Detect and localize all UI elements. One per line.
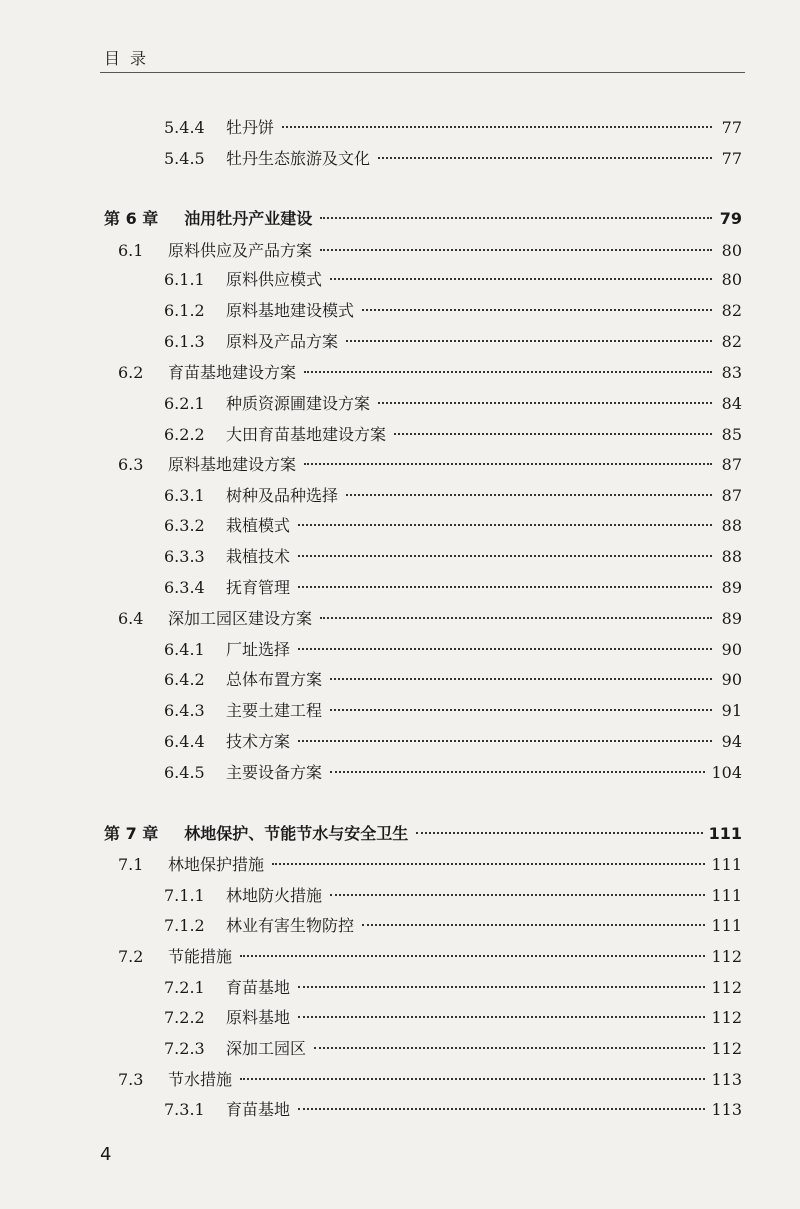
toc-entry-number: 6.4.2 [164, 670, 205, 689]
toc-section-entry [118, 945, 742, 969]
toc-entry-page: 89 [721, 578, 742, 597]
toc-entry-number: 6.1.3 [164, 332, 205, 351]
toc-subsection-entry [164, 484, 742, 508]
toc-entry-page: 79 [719, 209, 742, 228]
toc-chapter-entry [104, 207, 742, 231]
dot-leader [378, 157, 712, 159]
toc-entry-title: 育苗基地建设方案 [168, 363, 297, 382]
toc-entry-title: 林地保护措施 [168, 855, 265, 874]
toc-subsection-entry [164, 699, 742, 723]
toc-entry-number: 7.1.1 [164, 886, 205, 905]
toc-subsection-entry [164, 545, 742, 569]
dot-leader [378, 402, 712, 404]
toc-entry-page: 111 [708, 824, 742, 843]
toc-entry-title: 节水措施 [168, 1070, 233, 1089]
toc-subsection-entry [164, 330, 742, 354]
dot-leader [304, 371, 712, 373]
toc-entry-page: 80 [721, 241, 742, 260]
toc-subsection-entry [164, 392, 742, 416]
dot-leader [320, 617, 712, 619]
toc-entry-number: 6.3.2 [164, 516, 205, 535]
toc-entry-number: 7.2.3 [164, 1039, 205, 1058]
toc-entry-number: 6.2.1 [164, 394, 205, 413]
toc-entry-title: 原料及产品方案 [226, 332, 339, 351]
toc-entry-title: 深加工园区建设方案 [168, 609, 313, 628]
page-number: 4 [100, 1144, 112, 1165]
toc-entry-page: 80 [721, 270, 742, 289]
toc-entry-title: 育苗基地 [226, 1100, 291, 1119]
toc-entry-title: 厂址选择 [226, 640, 291, 659]
toc-entry-number: 6.3.3 [164, 547, 205, 566]
dot-leader [320, 217, 712, 219]
toc-subsection-entry [164, 1098, 742, 1122]
toc-entry-number: 7.2.1 [164, 978, 205, 997]
dot-leader [298, 555, 712, 557]
toc-subsection-entry [164, 914, 742, 938]
toc-entry-title: 深加工园区 [226, 1039, 307, 1058]
toc-entry-number: 6.4.1 [164, 640, 205, 659]
dot-leader [330, 278, 712, 280]
dot-leader [330, 771, 705, 773]
toc-entry-page: 112 [711, 947, 742, 966]
dot-leader [362, 924, 705, 926]
toc-entry-page: 89 [721, 609, 742, 628]
toc-entry-title: 节能措施 [168, 947, 233, 966]
toc-entry-page: 112 [711, 1008, 742, 1027]
toc-entry-number: 7.3.1 [164, 1100, 205, 1119]
toc-entry-number: 6.2.2 [164, 425, 205, 444]
dot-leader [416, 832, 702, 834]
dot-leader [314, 1047, 705, 1049]
header-rule [100, 72, 745, 73]
toc-section-entry [118, 607, 742, 631]
toc-entry-title: 树种及品种选择 [226, 486, 339, 505]
toc-entry-page: 83 [721, 363, 742, 382]
toc-entry-title: 原料基地建设方案 [168, 455, 297, 474]
dot-leader [362, 309, 712, 311]
toc-subsection-entry [164, 576, 742, 600]
toc-entry-title: 技术方案 [226, 732, 291, 751]
toc-entry-title: 栽植技术 [226, 547, 291, 566]
running-header: 目录 [104, 49, 157, 68]
toc-entry-page: 88 [721, 547, 742, 566]
toc-entry-number: 6.3.4 [164, 578, 205, 597]
toc-entry-title: 原料供应模式 [226, 270, 323, 289]
dot-leader [394, 433, 712, 435]
toc-subsection-entry [164, 423, 742, 447]
toc-subsection-entry [164, 116, 742, 140]
toc-entry-number: 5.4.4 [164, 118, 205, 137]
toc-chapter-entry [104, 822, 742, 846]
dot-leader [330, 894, 705, 896]
toc-entry-title: 种质资源圃建设方案 [226, 394, 371, 413]
dot-leader [272, 863, 705, 865]
toc-entry-number: 6.1.1 [164, 270, 205, 289]
toc-subsection-entry [164, 147, 742, 171]
toc-entry-title: 林地防火措施 [226, 886, 323, 905]
toc-entry-number: 7.2 [118, 947, 144, 966]
toc-entry-title: 牡丹生态旅游及文化 [226, 149, 371, 168]
toc-subsection-entry [164, 730, 742, 754]
toc-section-entry [118, 453, 742, 477]
dot-leader [330, 709, 712, 711]
toc-entry-number: 6.2 [118, 363, 144, 382]
toc-entry-number: 5.4.5 [164, 149, 205, 168]
toc-entry-title: 原料供应及产品方案 [168, 241, 313, 260]
toc-subsection-entry [164, 638, 742, 662]
toc-entry-page: 87 [721, 486, 742, 505]
toc-entry-page: 94 [721, 732, 742, 751]
toc-entry-page: 111 [711, 855, 742, 874]
dot-leader [346, 340, 712, 342]
toc-entry-title: 油用牡丹产业建设 [184, 209, 313, 228]
toc-entry-page: 104 [711, 763, 742, 782]
dot-leader [298, 648, 712, 650]
toc-entry-number: 7.1 [118, 855, 144, 874]
toc-entry-title: 原料基地 [226, 1008, 291, 1027]
toc-entry-page: 85 [721, 425, 742, 444]
toc-subsection-entry [164, 884, 742, 908]
toc-entry-page: 111 [711, 886, 742, 905]
toc-entry-number: 6.4 [118, 609, 144, 628]
toc-entry-number: 7.2.2 [164, 1008, 205, 1027]
toc-entry-title: 大田育苗基地建设方案 [226, 425, 387, 444]
dot-leader [240, 1078, 705, 1080]
toc-entry-page: 90 [721, 670, 742, 689]
toc-entry-number: 7.3 [118, 1070, 144, 1089]
toc-entry-page: 84 [721, 394, 742, 413]
toc-entry-number: 6.3 [118, 455, 144, 474]
toc-entry-page: 77 [721, 118, 742, 137]
toc-entry-number: 6.3.1 [164, 486, 205, 505]
toc-entry-number: 第 6 章 [104, 209, 159, 228]
toc-entry-number: 第 7 章 [104, 824, 159, 843]
toc-subsection-entry [164, 299, 742, 323]
toc-entry-number: 6.4.4 [164, 732, 205, 751]
toc-entry-title: 主要土建工程 [226, 701, 323, 720]
toc-entry-number: 6.4.5 [164, 763, 205, 782]
toc-entry-page: 111 [711, 916, 742, 935]
dot-leader [282, 126, 712, 128]
toc-entry-title: 抚育管理 [226, 578, 291, 597]
toc-entry-page: 113 [711, 1070, 742, 1089]
dot-leader [240, 955, 705, 957]
toc-entry-number: 6.1 [118, 241, 144, 260]
toc-entry-title: 主要设备方案 [226, 763, 323, 782]
toc-entry-page: 87 [721, 455, 742, 474]
toc-subsection-entry [164, 1006, 742, 1030]
toc-entry-title: 育苗基地 [226, 978, 291, 997]
toc-entry-title: 林地保护、节能节水与安全卫生 [184, 824, 409, 843]
toc-section-entry [118, 853, 742, 877]
dot-leader [346, 494, 712, 496]
dot-leader [298, 1016, 705, 1018]
toc-entry-page: 113 [711, 1100, 742, 1119]
toc-entry-page: 82 [721, 301, 742, 320]
toc-entry-title: 牡丹饼 [226, 118, 275, 137]
toc-entry-page: 91 [721, 701, 742, 720]
dot-leader [298, 524, 712, 526]
toc-entry-page: 90 [721, 640, 742, 659]
toc-entry-page: 77 [721, 149, 742, 168]
toc-entry-number: 6.1.2 [164, 301, 205, 320]
toc-entry-page: 112 [711, 1039, 742, 1058]
toc-subsection-entry [164, 976, 742, 1000]
dot-leader [304, 463, 712, 465]
dot-leader [330, 678, 712, 680]
toc-entry-number: 6.4.3 [164, 701, 205, 720]
toc-entry-number: 7.1.2 [164, 916, 205, 935]
toc-subsection-entry [164, 761, 742, 785]
toc-subsection-entry [164, 514, 742, 538]
toc-entry-page: 112 [711, 978, 742, 997]
toc-entry-page: 82 [721, 332, 742, 351]
dot-leader [320, 249, 712, 251]
toc-section-entry [118, 1068, 742, 1092]
toc-entry-title: 总体布置方案 [226, 670, 323, 689]
toc-subsection-entry [164, 1037, 742, 1061]
dot-leader [298, 986, 705, 988]
toc-subsection-entry [164, 668, 742, 692]
dot-leader [298, 1108, 705, 1110]
toc-entry-page: 88 [721, 516, 742, 535]
toc-section-entry [118, 239, 742, 263]
toc-entry-title: 林业有害生物防控 [226, 916, 355, 935]
toc-entry-title: 原料基地建设模式 [226, 301, 355, 320]
toc-entry-title: 栽植模式 [226, 516, 291, 535]
dot-leader [298, 740, 712, 742]
dot-leader [298, 586, 712, 588]
toc-subsection-entry [164, 268, 742, 292]
toc-section-entry [118, 361, 742, 385]
